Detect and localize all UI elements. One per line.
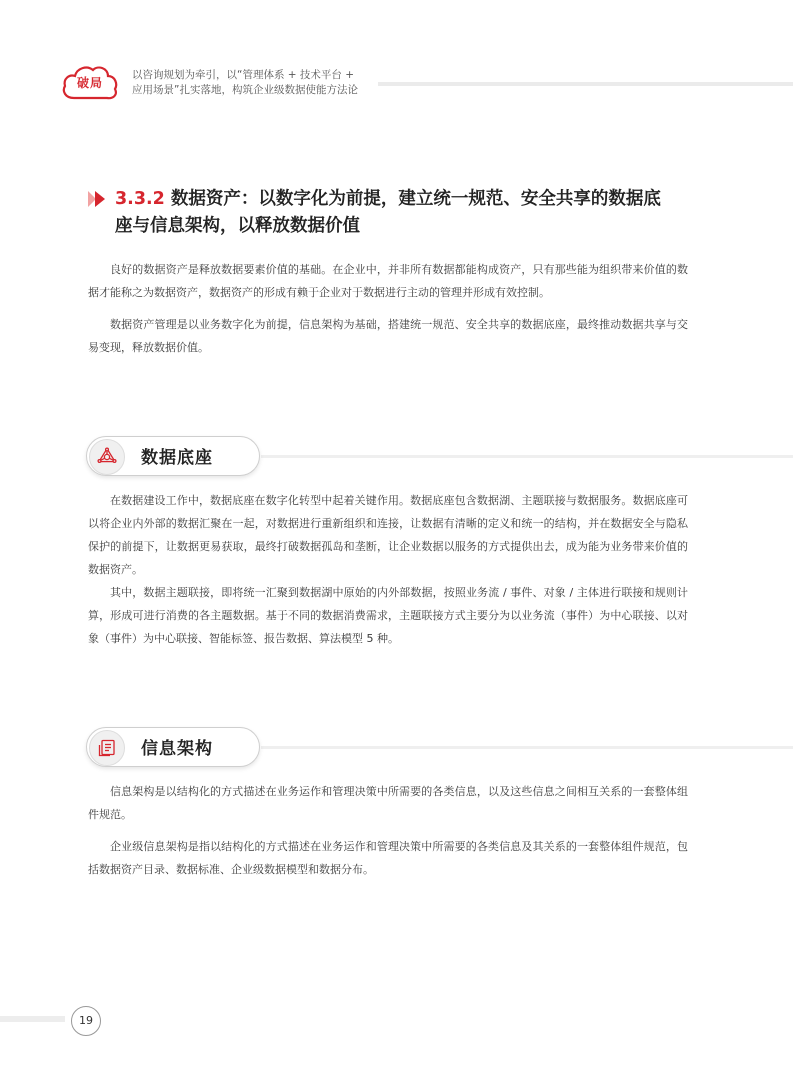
subsection-pill bbox=[86, 436, 260, 476]
network-icon bbox=[97, 447, 117, 467]
section-paragraph: 数据资产管理是以业务数字化为前提，信息架构为基础，搭建统一规范、安全共享的数据底座，最终推动数据共享与交易变现，释放数据价值。 bbox=[88, 318, 688, 354]
section-paragraph: 良好的数据资产是释放数据要素价值的基础。在企业中，并非所有数据都能构成资产，只有那些能为组织带来价值的数据才能称之为数据资产，数据资产的形成有赖于企业对于数据进行主动的管理并形成有效控制。 bbox=[88, 263, 688, 299]
subsection-divider bbox=[261, 746, 793, 749]
subsection-paragraph: 其中，数据主题联接，即将统一汇聚到数据湖中原始的内外部数据，按照业务流 / 事件、对象 / 主体进行联接和规则计算，形成可进行消费的各主题数据。基于不同的数据消费需求，主题联接方式主要分为以业务流（事件）为中心联接、以对象（事件）为中心联接、智能标签、报告数据、算法模型 5 种。 bbox=[88, 586, 688, 645]
double-arrow-icon bbox=[88, 190, 110, 208]
page-header bbox=[60, 60, 793, 108]
document-icon bbox=[97, 738, 117, 758]
header-subtitle bbox=[132, 68, 358, 98]
subsection-title: 信息架构 bbox=[141, 739, 213, 759]
page-number-badge bbox=[71, 1006, 101, 1036]
page-number: 19 bbox=[79, 1014, 93, 1027]
subsection-pill bbox=[86, 727, 260, 767]
icon-circle bbox=[89, 730, 125, 766]
subsection-paragraph: 在数据建设工作中，数据底座在数字化转型中起着关键作用。数据底座包含数据湖、主题联接与数据服务。数据底座可以将企业内外部的数据汇聚在一起，对数据进行重新组织和连接，让数据有清晰的定义和统一的结构，并在数据安全与隐私保护的前提下，让数据更易获取，最终打破数据孤岛和垄断，让企业数据以服务的方式提供出去，成为能为业务带来价值的数据资产。 bbox=[88, 494, 688, 576]
subsection-heading bbox=[86, 727, 793, 769]
subsection-title: 数据底座 bbox=[141, 448, 213, 468]
cloud-badge bbox=[60, 62, 120, 102]
section-title bbox=[115, 186, 705, 240]
subsection-heading bbox=[86, 436, 793, 478]
subsection-divider bbox=[261, 455, 793, 458]
section-title-line-2: 座与信息架构，以释放数据价值 bbox=[115, 216, 360, 236]
footer-bar bbox=[0, 1016, 65, 1022]
header-divider bbox=[378, 82, 793, 86]
subsection-paragraph: 信息架构是以结构化的方式描述在业务运作和管理决策中所需要的各类信息，以及这些信息之间相互关系的一套整体组件规范。 bbox=[88, 785, 688, 821]
icon-circle bbox=[89, 439, 125, 475]
section-number: 3.3.2 bbox=[115, 189, 165, 209]
badge-label: 破局 bbox=[76, 76, 103, 90]
subsection-paragraph: 企业级信息架构是指以结构化的方式描述在业务运作和管理决策中所需要的各类信息及其关系的一套整体组件规范，包括数据资产目录、数据标准、企业级数据模型和数据分布。 bbox=[88, 840, 688, 876]
section-title-line-1: 数据资产：以数字化为前提，建立统一规范、安全共享的数据底 bbox=[164, 189, 661, 209]
header-line-2: 应用场景”扎实落地，构筑企业级数据使能方法论 bbox=[132, 84, 358, 96]
header-line-1: 以咨询规划为牵引，以“管理体系 + 技术平台 + bbox=[132, 69, 355, 81]
